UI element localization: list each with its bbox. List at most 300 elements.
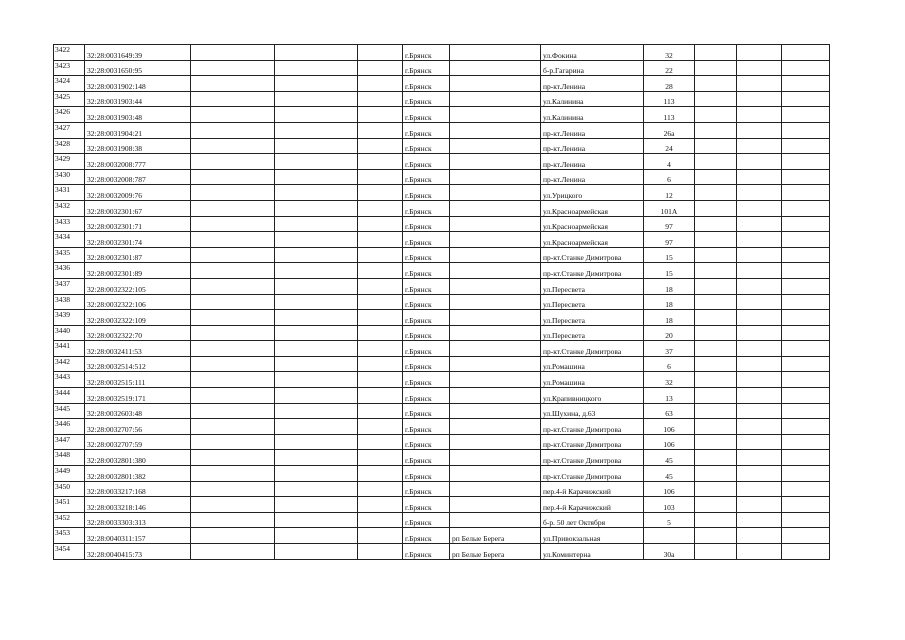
empty-cell (782, 481, 830, 497)
empty-cell (695, 107, 737, 123)
table-row (54, 200, 830, 216)
empty-cell (737, 263, 782, 279)
row-number-cell: 3446 (54, 419, 85, 435)
empty-cell (737, 544, 782, 560)
empty-cell (782, 154, 830, 170)
empty-cell (695, 372, 737, 388)
empty-cell (695, 325, 737, 341)
city-cell: г.Брянск (403, 528, 450, 544)
cadastral-number-cell: 32:28:0032008:787 (85, 169, 191, 185)
cadastral-number-cell: 32:28:0032322:106 (85, 294, 191, 310)
street-cell: ул.Крапивницкого (541, 388, 644, 404)
house-number-cell: 15 (644, 247, 695, 263)
table-row (54, 232, 830, 248)
cadastral-number-cell: 32:28:0031903:44 (85, 91, 191, 107)
empty-cell (191, 278, 275, 294)
cadastral-number-cell: 32:28:0032009:76 (85, 185, 191, 201)
settlement-cell (450, 154, 541, 170)
street-cell: пр-кт.Станке Димитрова (541, 434, 644, 450)
empty-cell (737, 497, 782, 513)
empty-cell (782, 122, 830, 138)
empty-cell (275, 450, 358, 466)
empty-cell (358, 372, 403, 388)
empty-cell (782, 372, 830, 388)
settlement-cell (450, 481, 541, 497)
empty-cell (358, 356, 403, 372)
city-cell: г.Брянск (403, 45, 450, 61)
street-cell: ул.Коминтерна (541, 544, 644, 560)
street-cell: ул.Ромашина (541, 372, 644, 388)
empty-cell (191, 122, 275, 138)
house-number-cell: 30а (644, 544, 695, 560)
street-cell: ул.Пересвета (541, 294, 644, 310)
cadastral-number-cell: 32:28:0032301:74 (85, 232, 191, 248)
empty-cell (275, 481, 358, 497)
city-cell: г.Брянск (403, 497, 450, 513)
city-cell: г.Брянск (403, 216, 450, 232)
city-cell: г.Брянск (403, 544, 450, 560)
table-row (54, 263, 830, 279)
settlement-cell (450, 185, 541, 201)
row-number-cell: 3430 (54, 169, 85, 185)
empty-cell (695, 512, 737, 528)
city-cell: г.Брянск (403, 294, 450, 310)
empty-cell (191, 497, 275, 513)
table-row (54, 154, 830, 170)
row-number-cell: 3427 (54, 122, 85, 138)
empty-cell (275, 403, 358, 419)
row-number-cell: 3425 (54, 91, 85, 107)
empty-cell (695, 138, 737, 154)
empty-cell (737, 372, 782, 388)
empty-cell (737, 216, 782, 232)
table-body (54, 45, 830, 560)
city-cell: г.Брянск (403, 185, 450, 201)
empty-cell (275, 91, 358, 107)
table-row (54, 528, 830, 544)
table-row (54, 450, 830, 466)
empty-cell (191, 403, 275, 419)
empty-cell (737, 169, 782, 185)
city-cell: г.Брянск (403, 107, 450, 123)
street-cell: ул.Пересвета (541, 278, 644, 294)
empty-cell (358, 450, 403, 466)
row-number-cell: 3452 (54, 512, 85, 528)
settlement-cell (450, 512, 541, 528)
empty-cell (358, 185, 403, 201)
settlement-cell (450, 107, 541, 123)
house-number-cell: 18 (644, 310, 695, 326)
empty-cell (695, 356, 737, 372)
empty-cell (695, 419, 737, 435)
empty-cell (782, 466, 830, 482)
empty-cell (782, 310, 830, 326)
street-cell: пр-кт.Станке Димитрова (541, 466, 644, 482)
house-number-cell (644, 528, 695, 544)
street-cell: ул.Красноармейская (541, 216, 644, 232)
empty-cell (358, 325, 403, 341)
empty-cell (191, 185, 275, 201)
empty-cell (191, 466, 275, 482)
empty-cell (191, 138, 275, 154)
row-number-cell: 3451 (54, 497, 85, 513)
empty-cell (782, 200, 830, 216)
empty-cell (695, 310, 737, 326)
empty-cell (737, 403, 782, 419)
empty-cell (275, 341, 358, 357)
city-cell: г.Брянск (403, 263, 450, 279)
empty-cell (695, 434, 737, 450)
empty-cell (275, 76, 358, 92)
house-number-cell: 113 (644, 107, 695, 123)
house-number-cell: 6 (644, 169, 695, 185)
empty-cell (275, 45, 358, 61)
city-cell: г.Брянск (403, 372, 450, 388)
empty-cell (737, 310, 782, 326)
row-number-cell: 3433 (54, 216, 85, 232)
settlement-cell (450, 310, 541, 326)
empty-cell (782, 512, 830, 528)
cadastral-number-cell: 32:28:0032707:56 (85, 419, 191, 435)
empty-cell (782, 403, 830, 419)
city-cell: г.Брянск (403, 60, 450, 76)
city-cell: г.Брянск (403, 466, 450, 482)
street-cell: пр-кт.Станке Димитрова (541, 263, 644, 279)
empty-cell (358, 294, 403, 310)
empty-cell (695, 76, 737, 92)
settlement-cell (450, 497, 541, 513)
empty-cell (782, 325, 830, 341)
house-number-cell: 32 (644, 45, 695, 61)
settlement-cell: рп Белые Берега (450, 544, 541, 560)
empty-cell (737, 450, 782, 466)
house-number-cell: 20 (644, 325, 695, 341)
empty-cell (358, 434, 403, 450)
house-number-cell: 12 (644, 185, 695, 201)
city-cell: г.Брянск (403, 341, 450, 357)
house-number-cell: 4 (644, 154, 695, 170)
empty-cell (737, 278, 782, 294)
city-cell: г.Брянск (403, 278, 450, 294)
table-row (54, 388, 830, 404)
cadastral-number-cell: 32:28:0033218:146 (85, 497, 191, 513)
table-row (54, 185, 830, 201)
settlement-cell (450, 45, 541, 61)
row-number-cell: 3440 (54, 325, 85, 341)
street-cell: пр-кт.Ленина (541, 76, 644, 92)
empty-cell (358, 200, 403, 216)
row-number-cell: 3443 (54, 372, 85, 388)
empty-cell (737, 294, 782, 310)
cadastral-number-cell: 32:28:0032603:48 (85, 403, 191, 419)
empty-cell (695, 154, 737, 170)
empty-cell (191, 247, 275, 263)
row-number-cell: 3450 (54, 481, 85, 497)
table-row (54, 216, 830, 232)
table-row (54, 434, 830, 450)
settlement-cell (450, 372, 541, 388)
empty-cell (275, 107, 358, 123)
city-cell: г.Брянск (403, 403, 450, 419)
empty-cell (358, 263, 403, 279)
settlement-cell (450, 76, 541, 92)
empty-cell (275, 185, 358, 201)
empty-cell (695, 450, 737, 466)
empty-cell (358, 419, 403, 435)
empty-cell (358, 60, 403, 76)
row-number-cell: 3437 (54, 278, 85, 294)
cadastral-number-cell: 32:28:0032411:53 (85, 341, 191, 357)
street-cell: ул.Привокзальная (541, 528, 644, 544)
empty-cell (275, 122, 358, 138)
table-row (54, 372, 830, 388)
empty-cell (358, 122, 403, 138)
house-number-cell: 24 (644, 138, 695, 154)
empty-cell (737, 419, 782, 435)
house-number-cell: 63 (644, 403, 695, 419)
empty-cell (275, 310, 358, 326)
row-number-cell: 3436 (54, 263, 85, 279)
house-number-cell: 15 (644, 263, 695, 279)
empty-cell (737, 528, 782, 544)
row-number-cell: 3454 (54, 544, 85, 560)
empty-cell (191, 91, 275, 107)
city-cell: г.Брянск (403, 388, 450, 404)
empty-cell (737, 185, 782, 201)
cadastral-number-cell: 32:28:0032801:380 (85, 450, 191, 466)
street-cell: ул.Красноармейская (541, 232, 644, 248)
empty-cell (275, 356, 358, 372)
empty-cell (782, 356, 830, 372)
empty-cell (191, 216, 275, 232)
empty-cell (782, 107, 830, 123)
settlement-cell (450, 403, 541, 419)
street-cell: пр-кт.Станке Димитрова (541, 419, 644, 435)
row-number-cell: 3428 (54, 138, 85, 154)
empty-cell (695, 466, 737, 482)
house-number-cell: 5 (644, 512, 695, 528)
settlement-cell (450, 122, 541, 138)
empty-cell (737, 341, 782, 357)
city-cell: г.Брянск (403, 200, 450, 216)
row-number-cell: 3431 (54, 185, 85, 201)
street-cell: ул.Калинина (541, 91, 644, 107)
empty-cell (782, 263, 830, 279)
cadastral-number-cell: 32:28:0032801:382 (85, 466, 191, 482)
table-row (54, 466, 830, 482)
house-number-cell: 18 (644, 294, 695, 310)
row-number-cell: 3453 (54, 528, 85, 544)
empty-cell (782, 341, 830, 357)
settlement-cell (450, 294, 541, 310)
cadastral-number-cell: 32:28:0031908:38 (85, 138, 191, 154)
settlement-cell (450, 325, 541, 341)
settlement-cell (450, 60, 541, 76)
empty-cell (695, 185, 737, 201)
street-cell: пр-кт.Станке Димитрова (541, 247, 644, 263)
empty-cell (275, 247, 358, 263)
empty-cell (737, 481, 782, 497)
empty-cell (275, 325, 358, 341)
row-number-cell: 3448 (54, 450, 85, 466)
empty-cell (191, 341, 275, 357)
row-number-cell: 3442 (54, 356, 85, 372)
empty-cell (695, 278, 737, 294)
city-cell: г.Брянск (403, 91, 450, 107)
city-cell: г.Брянск (403, 169, 450, 185)
row-number-cell: 3439 (54, 310, 85, 326)
city-cell: г.Брянск (403, 419, 450, 435)
empty-cell (782, 450, 830, 466)
empty-cell (695, 200, 737, 216)
empty-cell (358, 481, 403, 497)
empty-cell (275, 388, 358, 404)
house-number-cell: 26а (644, 122, 695, 138)
empty-cell (275, 512, 358, 528)
cadastral-number-cell: 32:28:0031649:39 (85, 45, 191, 61)
empty-cell (782, 216, 830, 232)
row-number-cell: 3438 (54, 294, 85, 310)
empty-cell (782, 434, 830, 450)
table-row (54, 122, 830, 138)
empty-cell (782, 294, 830, 310)
row-number-cell: 3434 (54, 232, 85, 248)
city-cell: г.Брянск (403, 434, 450, 450)
cadastral-number-cell: 32:28:0031903:48 (85, 107, 191, 123)
empty-cell (191, 232, 275, 248)
empty-cell (358, 76, 403, 92)
table-row (54, 138, 830, 154)
empty-cell (737, 122, 782, 138)
empty-cell (191, 544, 275, 560)
empty-cell (191, 512, 275, 528)
empty-cell (191, 60, 275, 76)
empty-cell (737, 154, 782, 170)
empty-cell (191, 356, 275, 372)
empty-cell (275, 497, 358, 513)
empty-cell (191, 372, 275, 388)
street-cell: пр-кт.Станке Димитрова (541, 341, 644, 357)
empty-cell (275, 216, 358, 232)
table-row (54, 481, 830, 497)
settlement-cell (450, 450, 541, 466)
empty-cell (275, 466, 358, 482)
cadastral-number-cell: 32:28:0032301:89 (85, 263, 191, 279)
settlement-cell (450, 466, 541, 482)
house-number-cell: 6 (644, 356, 695, 372)
city-cell: г.Брянск (403, 356, 450, 372)
empty-cell (695, 481, 737, 497)
empty-cell (358, 45, 403, 61)
empty-cell (358, 310, 403, 326)
table-row (54, 278, 830, 294)
empty-cell (695, 60, 737, 76)
cadastral-number-cell: 32:28:0032707:59 (85, 434, 191, 450)
settlement-cell (450, 247, 541, 263)
city-cell: г.Брянск (403, 325, 450, 341)
house-number-cell: 45 (644, 466, 695, 482)
city-cell: г.Брянск (403, 154, 450, 170)
settlement-cell (450, 278, 541, 294)
empty-cell (275, 154, 358, 170)
table-row (54, 91, 830, 107)
city-cell: г.Брянск (403, 232, 450, 248)
empty-cell (737, 138, 782, 154)
settlement-cell (450, 341, 541, 357)
table-row (54, 325, 830, 341)
empty-cell (782, 91, 830, 107)
empty-cell (737, 91, 782, 107)
empty-cell (358, 138, 403, 154)
settlement-cell (450, 138, 541, 154)
empty-cell (275, 169, 358, 185)
empty-cell (695, 91, 737, 107)
empty-cell (191, 76, 275, 92)
row-number-cell: 3447 (54, 434, 85, 450)
empty-cell (191, 419, 275, 435)
empty-cell (358, 341, 403, 357)
empty-cell (782, 528, 830, 544)
city-cell: г.Брянск (403, 512, 450, 528)
street-cell: б-р. 50 лет Октября (541, 512, 644, 528)
empty-cell (275, 544, 358, 560)
empty-cell (782, 169, 830, 185)
cadastral-number-cell: 32:28:0031904:21 (85, 122, 191, 138)
row-number-cell: 3423 (54, 60, 85, 76)
empty-cell (782, 278, 830, 294)
house-number-cell: 106 (644, 434, 695, 450)
row-number-cell: 3429 (54, 154, 85, 170)
empty-cell (191, 528, 275, 544)
cadastral-number-cell: 32:28:0032301:67 (85, 200, 191, 216)
empty-cell (695, 528, 737, 544)
empty-cell (275, 419, 358, 435)
settlement-cell (450, 91, 541, 107)
empty-cell (695, 388, 737, 404)
empty-cell (358, 278, 403, 294)
empty-cell (358, 544, 403, 560)
empty-cell (782, 419, 830, 435)
cadastral-number-cell: 32:28:0031650:95 (85, 60, 191, 76)
empty-cell (191, 200, 275, 216)
settlement-cell: рп Белые Берега (450, 528, 541, 544)
empty-cell (191, 294, 275, 310)
street-cell: ул.Пересвета (541, 325, 644, 341)
empty-cell (782, 76, 830, 92)
house-number-cell: 97 (644, 216, 695, 232)
empty-cell (275, 200, 358, 216)
empty-cell (275, 263, 358, 279)
empty-cell (695, 247, 737, 263)
empty-cell (191, 481, 275, 497)
street-cell: пр-кт.Станке Димитрова (541, 450, 644, 466)
house-number-cell: 37 (644, 341, 695, 357)
empty-cell (737, 247, 782, 263)
street-cell: ул.Калинина (541, 107, 644, 123)
house-number-cell: 22 (644, 60, 695, 76)
empty-cell (737, 60, 782, 76)
street-cell: пр-кт.Ленина (541, 138, 644, 154)
empty-cell (737, 45, 782, 61)
table-row (54, 341, 830, 357)
empty-cell (358, 388, 403, 404)
cadastral-number-cell: 32:28:0032008:777 (85, 154, 191, 170)
city-cell: г.Брянск (403, 138, 450, 154)
empty-cell (695, 169, 737, 185)
empty-cell (191, 310, 275, 326)
cadastral-number-cell: 32:28:0031902:148 (85, 76, 191, 92)
empty-cell (275, 434, 358, 450)
